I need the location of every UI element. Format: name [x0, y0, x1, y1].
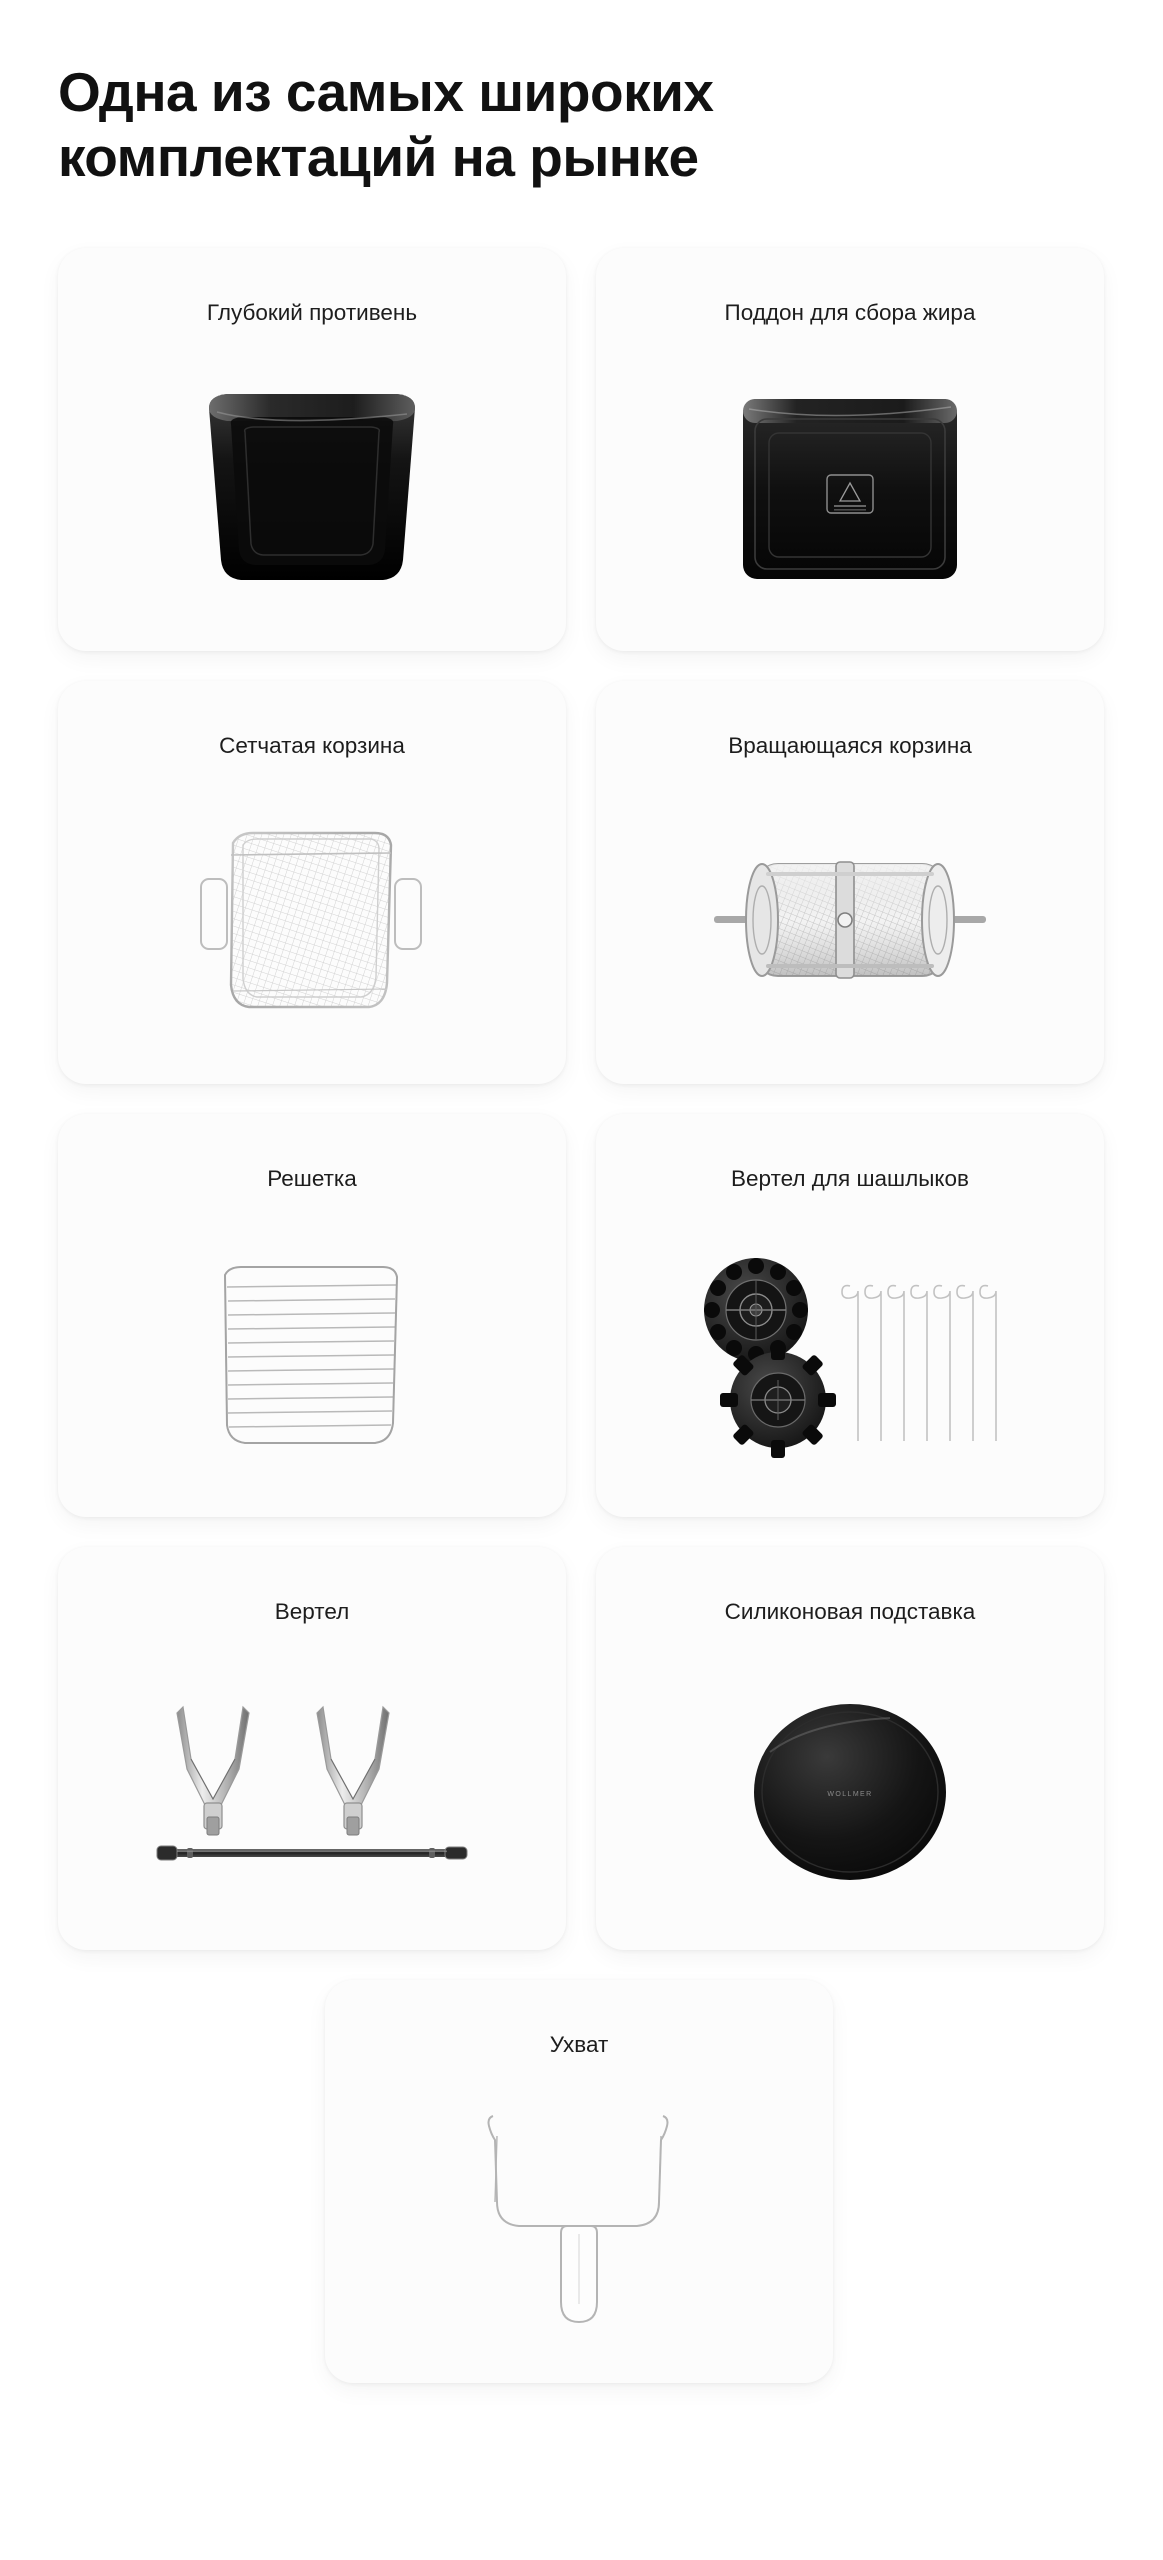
accessory-title: Поддон для сбора жира: [724, 299, 976, 325]
mesh-basket-icon: [58, 761, 566, 1084]
accessory-title: Вертел для шашлыков: [731, 1165, 969, 1191]
silicone-mat-icon: [596, 1627, 1104, 1950]
accessory-title: Глубокий противень: [206, 299, 418, 325]
rotating-basket-icon: [596, 761, 1104, 1084]
grease-drip-tray-icon: [596, 328, 1104, 651]
accessory-title: Ухват: [549, 2031, 609, 2057]
page-title: Одна из самых широких комплектаций на рынке: [58, 61, 714, 188]
brand-watermark: WOLLMER: [827, 1791, 873, 1799]
accessory-card-deep-baking-tray[interactable]: [58, 248, 566, 651]
accessory-card-silicone-mat[interactable]: [596, 1547, 1104, 1950]
accessory-card-mesh-basket[interactable]: [58, 681, 566, 1084]
accessory-card-tray-handle[interactable]: [325, 1980, 833, 2383]
accessory-card-rotisserie-spit[interactable]: [58, 1547, 566, 1950]
accessory-title: Силиконовая подставка: [724, 1598, 976, 1624]
accessory-card-grease-drip-tray[interactable]: [596, 248, 1104, 651]
accessory-title: Решетка: [267, 1165, 357, 1191]
rotisserie-spit-icon: [58, 1627, 566, 1950]
accessories-grid: [58, 248, 1105, 2383]
accessory-card-wire-rack[interactable]: [58, 1114, 566, 1517]
accessory-card-kebab-skewer-set[interactable]: [596, 1114, 1104, 1517]
accessory-card-rotating-basket[interactable]: [596, 681, 1104, 1084]
tray-handle-icon: [325, 2060, 833, 2383]
accessory-title: Вращающаяся корзина: [728, 732, 972, 758]
kebab-skewer-set-icon: [596, 1194, 1104, 1517]
accessory-title: Вертел: [274, 1598, 350, 1624]
accessory-title: Сетчатая корзина: [219, 732, 405, 758]
deep-baking-tray-icon: [58, 328, 566, 651]
wire-rack-icon: [58, 1194, 566, 1517]
